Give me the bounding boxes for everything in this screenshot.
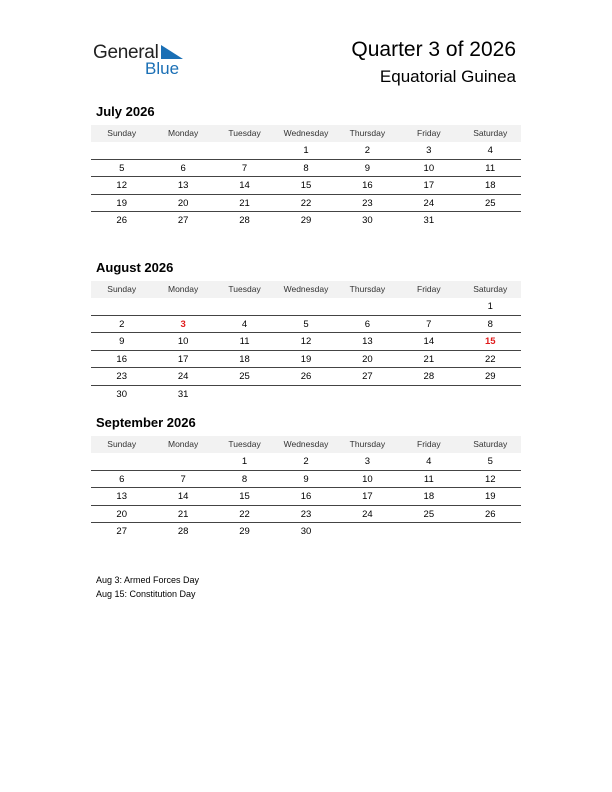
day-cell [214,298,275,315]
day-cell: 18 [484,180,496,191]
weekday-label: Saturday [473,128,508,138]
week-row [91,177,521,195]
day-cell: 12 [484,473,496,485]
day-cell [91,142,152,159]
day-cell: 3 [426,145,432,156]
day-cell [337,386,398,403]
day-cell: 19 [300,353,312,365]
day-cell: 1 [487,301,493,312]
week-row [91,316,521,334]
month-title: July 2026 [96,104,155,119]
day-cell: 13 [362,336,373,347]
weekday-label: Thursday [349,284,386,294]
week-row [91,195,521,213]
day-cell: 4 [241,318,248,330]
day-cell: 18 [423,491,435,502]
day-cell: 21 [239,197,250,209]
logo-blue-text: Blue [145,59,180,78]
day-cell: 7 [426,318,432,330]
weekday-label: Tuesday [228,439,261,449]
day-cell [460,212,521,229]
day-cell: 11 [239,336,250,347]
day-cell [214,142,275,159]
day-cell: 2 [119,318,125,330]
day-cell: 10 [362,473,373,485]
week-row [91,212,521,229]
day-cell: 26 [484,508,496,520]
logo-general-text: General [93,42,159,63]
day-cell: 6 [180,162,186,174]
day-cell: 13 [177,180,189,191]
day-cell: 22 [300,197,312,209]
weekday-label: Thursday [349,439,386,449]
day-cell [152,142,213,159]
week-row [91,333,521,351]
holiday-day-cell: 3 [180,318,186,330]
day-cell: 6 [119,473,125,485]
weekday-label: Friday [417,284,441,294]
month-august [91,259,521,402]
day-cell: 22 [484,353,496,365]
weekday-label: Wednesday [283,128,329,138]
weekday-label: Sunday [107,284,137,294]
day-cell: 4 [487,145,493,156]
month-september [91,414,521,540]
day-cell: 31 [423,215,435,226]
day-cell [91,298,152,315]
logo [93,40,193,80]
week-row [91,471,521,489]
week-row [91,160,521,178]
month-title: September 2026 [96,415,196,430]
day-cell: 16 [116,353,127,365]
day-cell: 5 [303,318,309,330]
weekday-label: Tuesday [228,284,261,294]
day-cell: 31 [177,388,189,400]
day-cell: 29 [484,371,496,382]
weekday-label: Sunday [107,128,137,138]
month-title: August 2026 [96,260,174,275]
week-row [91,453,521,471]
day-cell: 11 [423,473,434,485]
day-cell: 21 [423,353,435,365]
day-cell: 20 [177,197,189,209]
week-row [91,488,521,506]
weekday-label: Monday [168,128,199,138]
weekday-label: Tuesday [228,128,261,138]
week-row [91,523,521,540]
day-cell: 29 [300,215,312,226]
weekday-label: Wednesday [283,284,329,294]
day-cell [152,298,213,315]
day-cell [275,298,336,315]
day-cell: 25 [484,197,496,209]
day-cell [152,453,213,470]
day-cell: 28 [239,215,250,226]
day-cell: 9 [303,473,309,485]
day-cell: 23 [300,508,312,520]
weekday-header [91,125,521,142]
day-cell: 26 [300,371,312,382]
week-row [91,506,521,524]
month-july [91,103,521,229]
day-cell: 15 [300,180,312,191]
weekday-label: Thursday [349,128,386,138]
day-cell: 3 [364,456,371,467]
day-cell: 1 [241,456,248,467]
day-cell [337,298,398,315]
day-cell: 25 [239,371,250,382]
week-row [91,298,521,316]
weekday-label: Sunday [107,439,137,449]
day-cell [275,386,336,403]
weekday-label: Saturday [473,284,508,294]
week-row [91,142,521,160]
day-cell: 14 [177,491,189,502]
day-cell: 28 [423,371,435,382]
weekday-header [91,436,521,453]
day-cell: 26 [116,215,127,226]
page-subtitle: Equatorial Guinea [379,67,516,86]
day-cell: 2 [303,456,309,467]
day-cell: 7 [241,162,248,174]
day-cell: 16 [362,180,373,191]
day-cell: 24 [177,371,189,382]
day-cell: 9 [364,162,371,174]
day-cell: 11 [485,162,496,174]
day-cell: 19 [484,491,496,502]
day-cell: 29 [239,526,250,537]
day-cell: 17 [423,180,435,191]
weekday-label: Monday [168,439,199,449]
day-cell: 10 [423,162,435,174]
day-cell: 9 [119,336,125,347]
week-row [91,368,521,386]
day-cell [214,386,275,403]
day-cell: 4 [426,456,432,467]
day-cell: 23 [362,197,373,209]
day-cell: 25 [423,508,435,520]
day-cell: 28 [177,526,189,537]
weekday-label: Friday [417,439,441,449]
day-cell: 14 [239,180,250,191]
day-cell: 12 [300,336,312,347]
day-cell: 19 [116,197,127,209]
day-cell: 24 [423,197,435,209]
day-cell: 10 [177,336,189,347]
day-cell: 27 [177,215,189,226]
day-cell: 6 [364,318,371,330]
weekday-label: Wednesday [283,439,329,449]
day-cell: 24 [362,508,373,520]
day-cell: 20 [362,353,373,365]
day-cell: 23 [116,371,127,382]
page-title: Quarter 3 of 2026 [351,38,516,61]
day-cell [337,523,398,540]
day-cell: 30 [300,526,312,537]
day-cell [460,386,521,403]
day-cell: 17 [177,353,189,365]
day-cell [398,298,459,315]
day-cell: 5 [487,456,493,467]
day-cell: 8 [303,162,309,174]
day-cell: 20 [116,508,127,520]
holiday-notes [96,573,199,601]
day-cell: 30 [116,388,127,400]
weekday-label: Saturday [473,439,508,449]
day-cell: 2 [364,145,371,156]
holiday-note: Aug 15: Constitution Day [96,589,196,599]
day-cell: 22 [239,508,250,520]
day-cell: 8 [487,318,493,330]
day-cell: 7 [180,473,186,485]
weekday-label: Monday [168,284,199,294]
day-cell: 21 [177,508,189,520]
holiday-day-cell: 15 [484,336,496,347]
day-cell: 15 [239,491,250,502]
day-cell: 30 [362,215,373,226]
day-cell: 13 [116,491,127,502]
day-cell: 27 [116,526,127,537]
day-cell [91,453,152,470]
day-cell: 14 [423,336,435,347]
week-row [91,351,521,369]
weekday-header [91,281,521,298]
day-cell: 27 [362,371,373,382]
holiday-note: Aug 3: Armed Forces Day [96,575,200,585]
day-cell: 8 [241,473,248,485]
week-row [91,386,521,403]
day-cell: 1 [303,145,309,156]
day-cell: 12 [116,180,127,191]
day-cell [460,523,521,540]
day-cell [398,386,459,403]
day-cell: 17 [362,491,373,502]
weekday-label: Friday [417,128,441,138]
logo-flag-icon [161,45,183,59]
day-cell: 5 [119,162,125,174]
day-cell [398,523,459,540]
day-cell: 16 [300,491,312,502]
day-cell: 18 [239,353,250,365]
